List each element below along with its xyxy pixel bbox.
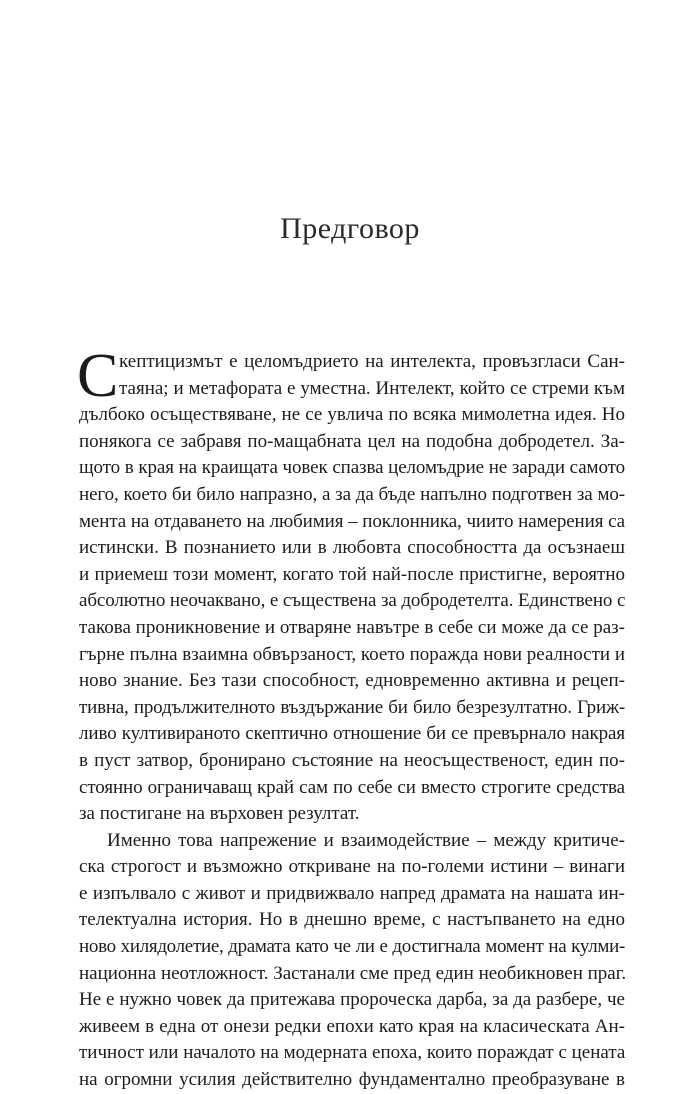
- text-line: и приемеш този момент, когато той най-после пристигне, вероятно: [79, 563, 625, 585]
- text-line: стоянно ограничаващ край сам по себе си вместо строгите средства: [79, 776, 625, 798]
- text-line: в пуст затвор, бронирано състояние на неосъщественост, един по-: [79, 749, 625, 771]
- text-line: дълбоко осъществяване, не се увлича по всяка мимолетна идея. Но: [79, 404, 625, 426]
- paragraph-1: [77, 342, 626, 828]
- text-line: тивна, продължителното въздържание би било безрезултатно. Гриж-: [79, 696, 625, 718]
- text-line: абсолютно неочаквано, е съществена за добродетелта. Единствено с: [79, 590, 626, 612]
- text-line-content: кептицизмът е целомъдрието на интелекта, провъзгласи Сан-: [119, 351, 625, 372]
- text-line: тичност или началото на модерната епоха, които пораждат с цената: [79, 1042, 626, 1064]
- text-line: за постигане на върховен резултат.: [79, 803, 360, 825]
- text-line: гърне пълна взаимна обвързаност, което поражда нови реалности и: [79, 643, 625, 665]
- text-line: мента на отдаването на любимия – поклонника, чиито намерения са: [79, 510, 625, 532]
- text-line: живеем в една от онези редки епохи като края на класическата Ан-: [79, 1015, 625, 1037]
- text-line: ново хилядолетие, драмата като че ли е достигнала момент на кулми-: [79, 936, 625, 958]
- text-line: национна неотложност. Застанали сме пред един необикновен праг.: [79, 962, 627, 984]
- text-line: понякога се забравя по-мащабната цел на подобна добродетел. За-: [79, 430, 625, 452]
- text-line: щото в края на краищата човек спазва целомъдрие не заради самото: [79, 457, 625, 479]
- text-line: такова проникновение и отваряне навътре в себе си може да се раз-: [79, 616, 625, 638]
- text-line: телектуална история. Но в днешно време, с настъпването на едно: [79, 909, 625, 931]
- text-line: ска строгост и възможно откриване на по-големи истини – винаги: [79, 856, 625, 878]
- text-line: истински. В познанието или в любовта способността да осъзнаеш: [79, 537, 625, 559]
- text-line: е изпълвало с живот и придвижвало напред драмата на нашата ин-: [79, 882, 625, 904]
- text-line: таяна; и метафората е уместна. Интелект, който се стреми към: [119, 377, 625, 399]
- drop-cap: С: [77, 342, 119, 410]
- body-text: [77, 342, 627, 1094]
- text-line: ново знание. Без тази способност, едновременно активна и рецеп-: [79, 670, 625, 692]
- text-line: него, което би било напразно, а за да бъде напълно подготвен за мо-: [79, 483, 625, 505]
- text-line: Не е нужно човек да притежава пророческа дарба, за да разбере, че: [79, 989, 625, 1011]
- text-line: на огромни усилия действително фундаментално преобразуване в: [79, 1069, 625, 1091]
- text-line: ливо култивираното скептично отношение би се превърнало накрая: [79, 723, 625, 745]
- page-title: Предговор: [280, 212, 420, 245]
- paragraph-2: [79, 828, 625, 1094]
- text-line: Именно това напрежение и взаимодействие – между критиче-: [107, 829, 625, 851]
